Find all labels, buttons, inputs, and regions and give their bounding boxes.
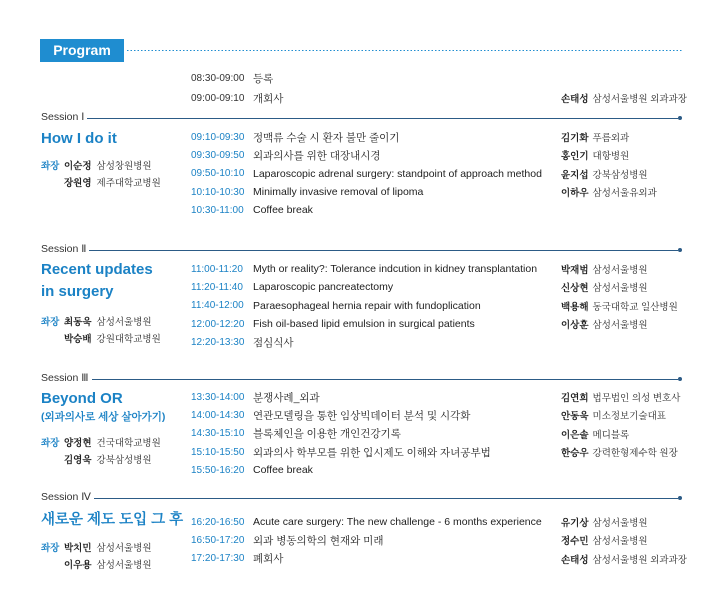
chair-label: 좌장	[41, 161, 60, 173]
speaker	[561, 317, 648, 331]
time-slot: 17:20-17:30	[191, 553, 245, 565]
session-info	[41, 259, 189, 303]
divider-end-dot	[678, 248, 682, 252]
session-title-line-2: in surgery	[41, 283, 114, 300]
schedule-row	[191, 443, 711, 461]
speaker-name: 한승우	[561, 448, 589, 460]
schedule-row	[191, 388, 711, 406]
chair-affiliation: 제주대학교병원	[96, 177, 161, 189]
speaker-affiliation: 삼성서울병원	[592, 265, 648, 277]
talk-title: 블록체인을 이용한 개인건강기록	[253, 428, 401, 441]
schedule-row	[191, 406, 711, 424]
time-slot: 08:30-09:00	[191, 72, 245, 84]
speaker-name: 신상현	[561, 283, 589, 295]
chair-label: 좌장	[41, 543, 60, 555]
schedule-row	[191, 68, 711, 88]
chair-name: 장원영	[64, 177, 92, 189]
speaker	[561, 515, 648, 529]
time-slot: 10:30-11:00	[191, 204, 244, 216]
chair-name: 양정현	[64, 438, 92, 450]
talk-title: 점심식사	[253, 336, 294, 349]
talk-title: Paraesophageal hernia repair with fundoplication	[253, 299, 481, 312]
speaker-name: 김연희	[561, 393, 589, 405]
session-label: Session Ⅱ	[41, 243, 87, 255]
schedule-row	[191, 315, 711, 333]
talk-title: 외과의사를 위한 대장내시경	[253, 149, 381, 162]
chair-name: 이우용	[64, 559, 92, 571]
time-slot: 12:00-12:20	[191, 318, 245, 330]
speaker	[561, 262, 648, 276]
session-schedule	[191, 388, 711, 479]
session-schedule	[191, 513, 711, 568]
schedule-row	[191, 531, 711, 549]
session-divider	[94, 498, 678, 499]
talk-title: 정맥류 수술 시 환자 불만 줄이기	[253, 131, 400, 144]
session-header	[41, 242, 682, 256]
time-slot: 15:10-15:50	[191, 446, 245, 458]
speaker	[561, 91, 687, 105]
schedule-row	[191, 88, 711, 108]
opening-schedule	[191, 68, 711, 108]
speaker	[561, 390, 680, 404]
session-title: Beyond OR	[41, 390, 123, 407]
speaker-affiliation: 대항병원	[592, 151, 630, 163]
talk-title: Acute care surgery: The new challenge - 6 months experience	[253, 516, 542, 529]
chair-affiliation: 건국대학교병원	[96, 438, 161, 450]
divider-end-dot	[678, 377, 682, 381]
speaker	[561, 280, 648, 294]
talk-title: 연관모델링을 통한 임상빅데이터 분석 및 시각화	[253, 409, 471, 422]
session-header	[41, 371, 682, 385]
speaker-name: 홍인기	[561, 151, 589, 163]
chair-row	[41, 313, 189, 330]
talk-title: 외과 병동의학의 현재와 미래	[253, 534, 384, 547]
talk-title: 분쟁사례_외과	[253, 391, 320, 404]
time-slot: 11:40-12:00	[191, 300, 244, 312]
session-subtitle: (외과의사로 세상 살아가기)	[41, 411, 166, 423]
speaker-affiliation: 미소정보기술대표	[592, 411, 666, 423]
time-slot: 11:20-11:40	[191, 281, 243, 293]
session-label: Session Ⅲ	[41, 372, 89, 384]
time-slot: 15:50-16:20	[191, 464, 245, 476]
session-chairs	[41, 434, 189, 467]
speaker	[561, 185, 657, 199]
speaker-name: 윤지섭	[561, 169, 589, 181]
divider-end-dot	[678, 116, 682, 120]
schedule-row	[191, 278, 711, 296]
speaker-affiliation: 삼성서울유외과	[592, 188, 657, 200]
chair-name: 김영욱	[64, 454, 92, 466]
chair-row	[41, 556, 189, 573]
time-slot: 11:00-11:20	[191, 263, 243, 275]
speaker	[561, 427, 629, 441]
time-slot: 12:20-13:30	[191, 336, 245, 348]
speaker-name: 백용해	[561, 301, 589, 313]
session-info	[41, 128, 189, 150]
talk-title: 폐회사	[253, 553, 284, 566]
session-divider	[92, 379, 678, 380]
chair-row	[41, 174, 189, 191]
speaker	[561, 533, 648, 547]
talk-title: Coffee break	[253, 464, 313, 477]
speaker-name: 이은솔	[561, 429, 589, 441]
speaker-affiliation: 푸름외과	[592, 133, 630, 145]
speaker	[561, 167, 648, 181]
session-divider	[89, 250, 678, 251]
session-chairs	[41, 539, 189, 572]
talk-title: Myth or reality?: Tolerance indcution in kidney transplantation	[253, 263, 538, 276]
speaker-affiliation: 강력한형제수학 원장	[592, 448, 678, 460]
session-info	[41, 509, 189, 531]
speaker	[561, 148, 629, 162]
session-schedule	[191, 128, 711, 219]
speaker	[561, 408, 666, 422]
session-label: Session Ⅳ	[41, 491, 91, 503]
session-info	[41, 388, 189, 424]
session-label: Session Ⅰ	[41, 111, 85, 123]
talk-title: 외과의사 학부모를 위한 입시제도 이해와 자녀공부법	[253, 446, 491, 459]
chair-name: 이순정	[64, 161, 92, 173]
time-slot: 09:00-09:10	[191, 92, 245, 104]
schedule-row	[191, 513, 711, 531]
speaker-affiliation: 삼성서울병원 외과과장	[592, 94, 687, 105]
program-header	[40, 39, 682, 62]
speaker-name: 손태성	[561, 554, 589, 566]
speaker-affiliation: 법무법인 의성 변호사	[592, 393, 681, 405]
speaker-name: 정수민	[561, 536, 589, 548]
program-dotted-divider	[127, 50, 682, 52]
chair-affiliation: 강원대학교병원	[96, 333, 161, 345]
chair-affiliation: 강북삼성병원	[96, 454, 152, 466]
session-title: How I do it	[41, 130, 117, 147]
speaker-name: 손태성	[561, 94, 589, 105]
schedule-row	[191, 333, 711, 351]
chair-label: 좌장	[41, 317, 60, 329]
speaker-affiliation: 메디블록	[592, 429, 630, 441]
time-slot: 16:50-17:20	[191, 534, 245, 546]
chair-row	[41, 330, 189, 347]
talk-title: Laparoscopic adrenal surgery: standpoint of approach method	[253, 167, 542, 180]
speaker-affiliation: 동국대학교 일산병원	[592, 301, 678, 313]
speaker-affiliation: 삼성서울병원 외과과장	[592, 554, 687, 566]
speaker-affiliation: 삼성서울병원	[592, 320, 648, 332]
chair-row	[41, 539, 189, 556]
talk-title: Coffee break	[253, 204, 313, 217]
schedule-row	[191, 297, 711, 315]
schedule-row	[191, 260, 711, 278]
session-header	[41, 490, 682, 504]
time-slot: 09:30-09:50	[191, 149, 245, 161]
session-chairs	[41, 157, 189, 190]
session-schedule	[191, 260, 711, 351]
speaker-name: 이하우	[561, 188, 589, 200]
speaker-affiliation: 삼성서울병원	[592, 536, 648, 548]
talk-title: Fish oil-based lipid emulsion in surgical patients	[253, 318, 475, 331]
schedule-row	[191, 165, 711, 183]
speaker-affiliation: 삼성서울병원	[592, 283, 648, 295]
chair-row	[41, 451, 189, 468]
talk-title: Laparoscopic pancreatectomy	[253, 281, 394, 294]
schedule-row	[191, 183, 711, 201]
speaker-name: 김기화	[561, 133, 589, 145]
speaker-name: 이상훈	[561, 320, 589, 332]
schedule-row	[191, 128, 711, 146]
divider-end-dot	[678, 496, 682, 500]
talk-title: 개회사	[253, 92, 284, 105]
time-slot: 09:50-10:10	[191, 168, 245, 180]
speaker-name: 박재범	[561, 265, 589, 277]
speaker	[561, 299, 678, 313]
speaker	[561, 445, 678, 459]
time-slot: 09:10-09:30	[191, 131, 245, 143]
chair-label: 좌장	[41, 438, 60, 450]
session-title: 새로운 제도 도입 그 후	[41, 512, 184, 528]
schedule-row	[191, 201, 711, 219]
program-title: Program	[40, 39, 124, 62]
session-divider	[87, 118, 678, 119]
speaker-affiliation: 삼성서울병원	[592, 518, 648, 530]
speaker-name: 안동욱	[561, 411, 589, 423]
chair-affiliation: 삼성창원병원	[96, 161, 152, 173]
time-slot: 14:30-15:10	[191, 428, 245, 440]
chair-name: 최동욱	[64, 317, 92, 329]
session-chairs	[41, 313, 189, 346]
schedule-row	[191, 146, 711, 164]
chair-affiliation: 삼성서울병원	[96, 543, 152, 555]
speaker-affiliation: 강북삼성병원	[592, 169, 648, 181]
talk-title: 등록	[253, 72, 274, 85]
speaker	[561, 552, 687, 566]
talk-title: Minimally invasive removal of lipoma	[253, 186, 424, 199]
speaker-name: 유기상	[561, 518, 589, 530]
time-slot: 16:20-16:50	[191, 516, 245, 528]
schedule-row	[191, 461, 711, 479]
chair-name: 박치민	[64, 543, 92, 555]
session-title: Recent updates	[41, 261, 153, 278]
time-slot: 13:30-14:00	[191, 391, 245, 403]
chair-affiliation: 삼성서울병원	[96, 317, 152, 329]
schedule-row	[191, 425, 711, 443]
time-slot: 10:10-10:30	[191, 186, 245, 198]
chair-row	[41, 157, 189, 174]
chair-row	[41, 434, 189, 451]
speaker	[561, 130, 629, 144]
time-slot: 14:00-14:30	[191, 409, 245, 421]
session-header	[41, 110, 682, 124]
chair-affiliation: 삼성서울병원	[96, 559, 152, 571]
chair-name: 박승배	[64, 333, 92, 345]
schedule-row	[191, 550, 711, 568]
